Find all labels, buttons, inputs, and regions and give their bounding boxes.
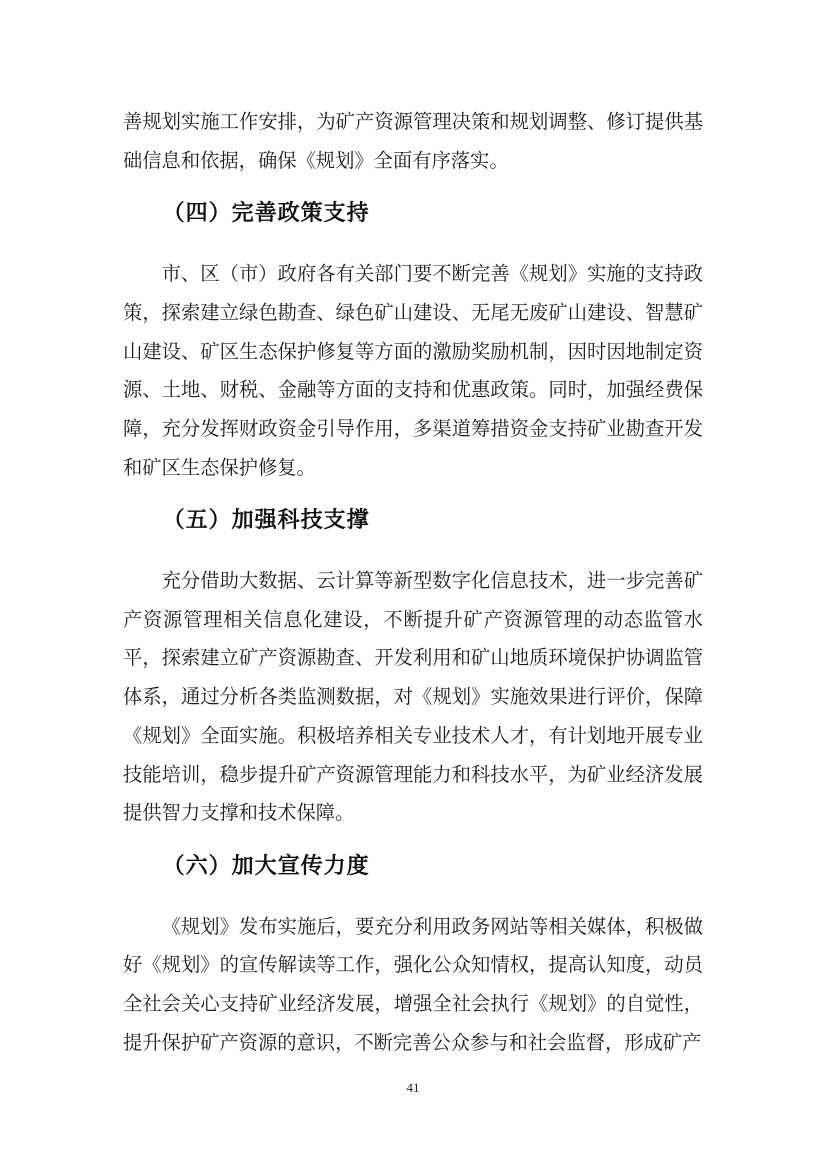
page-body: [123, 104, 703, 1063]
section-heading-4: （四）完善政策支持: [162, 200, 370, 226]
body-paragraph-policy-support: 市、区（市）政府各有关部门要不断完善《规划》实施的支持政策，探索建立绿色勘查、绿色矿山建设、无尾无废矿山建设、智慧矿山建设、矿区生态保护修复等方面的激励奖励机制，因时因地制定资源、土地、财税、金融等方面的支持和优惠政策。同时，加强经费保障，充分发挥财政资金引导作用，多渠道筹措资金支持矿业勘查开发和矿区生态保护修复。: [123, 264, 703, 479]
body-paragraph-technology-support: 充分借助大数据、云计算等新型数字化信息技术，进一步完善矿产资源管理相关信息化建设，不断提升矿产资源管理的动态监管水平，探索建立矿产资源勘查、开发利用和矿山地质环境保护协调监管体系，通过分析各类监测数据，对《规划》实施效果进行评价，保障《规划》全面实施。积极培养相关专业技术人才，有计划地开展专业技能培训，稳步提升矿产资源管理能力和科技水平，为矿业经济发展提供智力支撑和技术保障。: [123, 571, 703, 825]
page-number: 41: [406, 1080, 420, 1095]
body-paragraph-continuation: 善规划实施工作安排，为矿产资源管理决策和规划调整、修订提供基础信息和依据，确保《规划》全面有序落实。: [123, 112, 703, 172]
body-paragraph-publicity: 《规划》发布实施后，要充分利用政务网站等相关媒体，积极做好《规划》的宣传解读等工作，强化公众知情权，提高认知度，动员全社会关心支持矿业经济发展，增强全社会执行《规划》的自觉性，提升保护矿产资源的意识，不断完善公众参与和社会监督，形成矿产: [123, 916, 703, 1054]
section-heading-6: （六）加大宣传力度: [162, 852, 370, 878]
section-heading-5: （五）加强科技支撑: [162, 507, 370, 533]
